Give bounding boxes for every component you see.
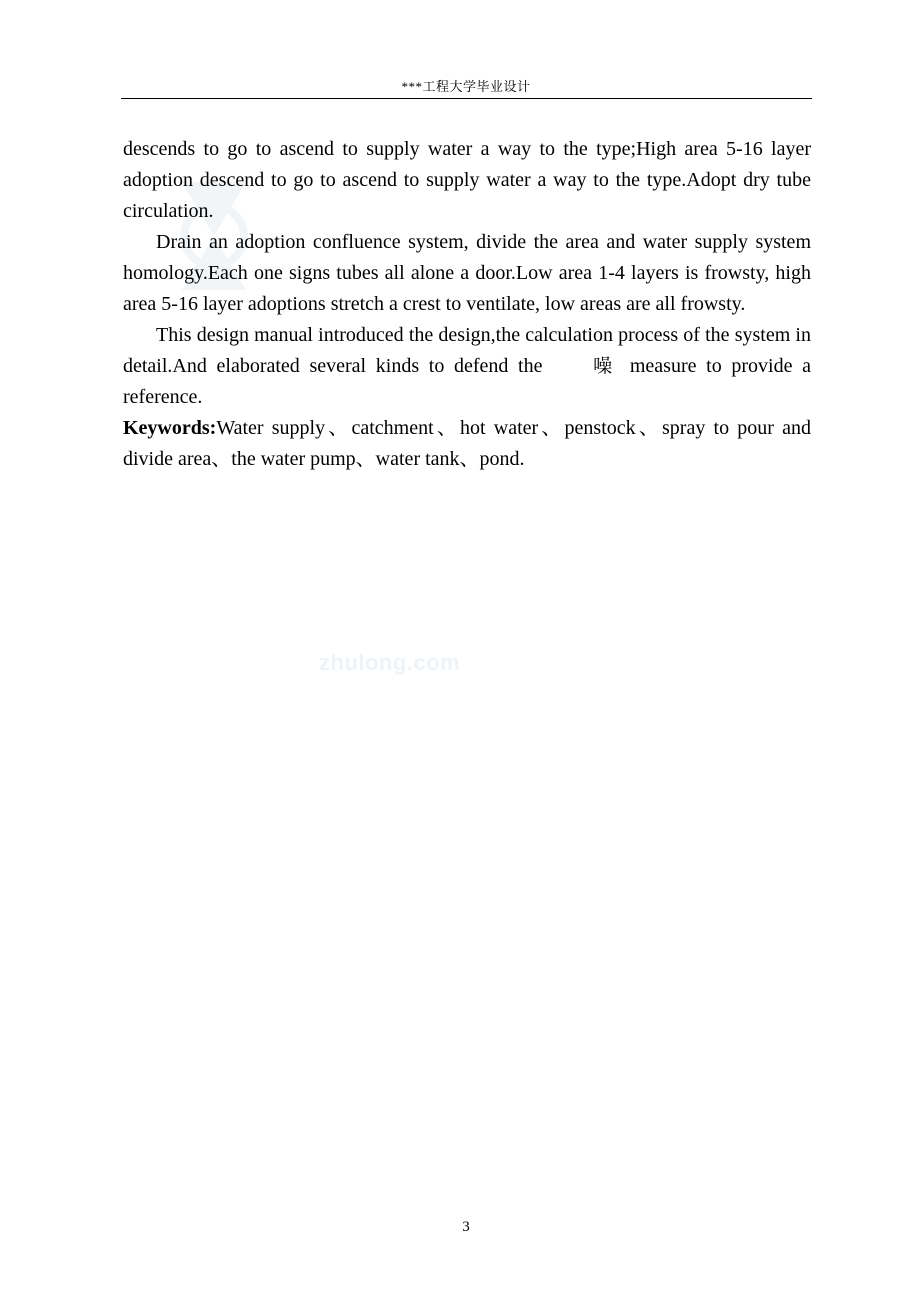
keywords-paragraph [123,413,811,475]
paragraph-1: descends to go to ascend to supply water a way to the type;High area 5-16 layer adoption descend to go to ascend to supply water a way to the type.Adopt dry tube circulation. [123,138,811,222]
header-rule [121,98,812,99]
paragraph-3 [123,320,811,413]
body-text [123,134,811,475]
watermark-text: zhulong.com [319,650,461,675]
paragraph-3-text-start: This design manual introduced the design,the calculation process of the system in detail.And elaborated several kinds to defend the [123,324,811,377]
keywords-text: Water supply、catchment、hot water、penstock、spray to pour and divide area、the water pump、water tank、pond. [123,417,811,470]
running-header: ***工程大学毕业设计 [401,79,531,94]
keywords-label: Keywords: [123,417,217,439]
page-number: 3 [462,1219,470,1235]
paragraph-3-cjk-char: 噪 [593,355,613,377]
paragraph-3-text-end: measure to provide a reference. [123,355,812,408]
paragraph-2: Drain an adoption confluence system, divide the area and water supply system homology.Each one signs tubes all alone a door.Low area 1-4 layers is frowsty, high area 5-16 layer adoptions stretch a crest to ventilate, low areas are all frowsty. [123,231,811,315]
